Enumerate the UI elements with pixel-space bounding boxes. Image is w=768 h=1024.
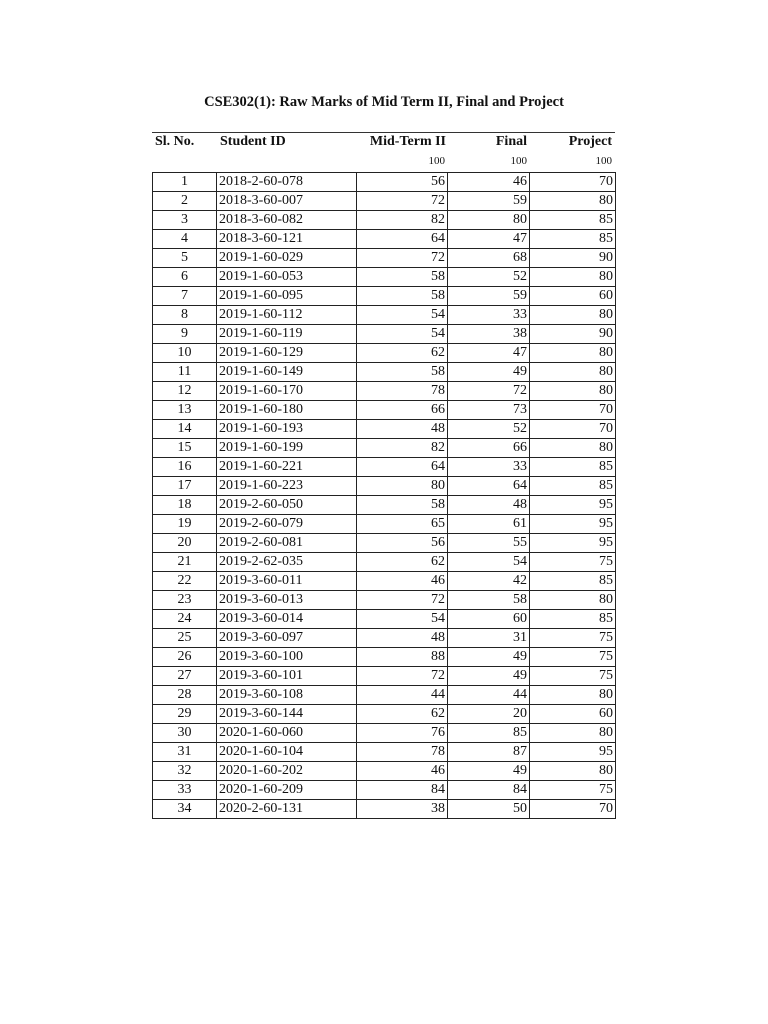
cell-student-id: 2019-2-60-050 (217, 496, 357, 515)
cell-mid-term: 62 (357, 705, 448, 724)
header-project: Project (568, 134, 612, 149)
cell-sl-no: 20 (153, 534, 217, 553)
cell-final: 85 (448, 724, 530, 743)
cell-project: 80 (530, 192, 616, 211)
cell-sl-no: 15 (153, 439, 217, 458)
cell-sl-no: 17 (153, 477, 217, 496)
cell-student-id: 2019-1-60-180 (217, 401, 357, 420)
cell-student-id: 2019-3-60-144 (217, 705, 357, 724)
table-row (153, 401, 616, 420)
table-row (153, 477, 616, 496)
table-row (153, 230, 616, 249)
cell-mid-term: 76 (357, 724, 448, 743)
cell-final: 84 (448, 781, 530, 800)
cell-final: 72 (448, 382, 530, 401)
table-row (153, 287, 616, 306)
cell-project: 95 (530, 496, 616, 515)
cell-sl-no: 29 (153, 705, 217, 724)
cell-mid-term: 44 (357, 686, 448, 705)
cell-final: 80 (448, 211, 530, 230)
header-student-id: Student ID (220, 134, 286, 149)
table-row (153, 325, 616, 344)
cell-sl-no: 33 (153, 781, 217, 800)
table-row (153, 344, 616, 363)
cell-final: 42 (448, 572, 530, 591)
cell-project: 70 (530, 800, 616, 819)
max-project: 100 (595, 155, 612, 167)
cell-mid-term: 72 (357, 591, 448, 610)
cell-sl-no: 2 (153, 192, 217, 211)
cell-project: 80 (530, 363, 616, 382)
marks-table (152, 172, 616, 819)
cell-sl-no: 34 (153, 800, 217, 819)
cell-project: 75 (530, 781, 616, 800)
cell-project: 75 (530, 667, 616, 686)
table-row (153, 211, 616, 230)
cell-mid-term: 58 (357, 287, 448, 306)
cell-student-id: 2019-3-60-108 (217, 686, 357, 705)
cell-mid-term: 84 (357, 781, 448, 800)
cell-final: 61 (448, 515, 530, 534)
cell-sl-no: 1 (153, 173, 217, 192)
cell-sl-no: 19 (153, 515, 217, 534)
cell-project: 70 (530, 173, 616, 192)
cell-final: 48 (448, 496, 530, 515)
cell-mid-term: 56 (357, 534, 448, 553)
cell-student-id: 2019-1-60-119 (217, 325, 357, 344)
cell-project: 70 (530, 420, 616, 439)
cell-project: 85 (530, 610, 616, 629)
cell-student-id: 2019-1-60-112 (217, 306, 357, 325)
cell-student-id: 2019-2-62-035 (217, 553, 357, 572)
table-row (153, 610, 616, 629)
table-row (153, 496, 616, 515)
cell-project: 80 (530, 591, 616, 610)
cell-student-id: 2018-3-60-007 (217, 192, 357, 211)
cell-student-id: 2019-1-60-170 (217, 382, 357, 401)
cell-sl-no: 6 (153, 268, 217, 287)
cell-sl-no: 14 (153, 420, 217, 439)
cell-final: 33 (448, 306, 530, 325)
cell-final: 20 (448, 705, 530, 724)
table-row (153, 249, 616, 268)
cell-sl-no: 8 (153, 306, 217, 325)
cell-sl-no: 27 (153, 667, 217, 686)
cell-final: 73 (448, 401, 530, 420)
cell-final: 49 (448, 667, 530, 686)
cell-final: 47 (448, 344, 530, 363)
cell-final: 47 (448, 230, 530, 249)
header-sl-no: Sl. No. (155, 134, 195, 149)
cell-student-id: 2020-1-60-202 (217, 762, 357, 781)
cell-student-id: 2019-1-60-193 (217, 420, 357, 439)
table-row (153, 458, 616, 477)
cell-sl-no: 30 (153, 724, 217, 743)
cell-final: 44 (448, 686, 530, 705)
cell-project: 85 (530, 572, 616, 591)
table-row (153, 363, 616, 382)
cell-mid-term: 66 (357, 401, 448, 420)
cell-student-id: 2019-1-60-149 (217, 363, 357, 382)
cell-mid-term: 54 (357, 610, 448, 629)
cell-student-id: 2019-1-60-029 (217, 249, 357, 268)
cell-project: 80 (530, 686, 616, 705)
cell-mid-term: 80 (357, 477, 448, 496)
cell-sl-no: 25 (153, 629, 217, 648)
cell-sl-no: 11 (153, 363, 217, 382)
cell-project: 80 (530, 439, 616, 458)
cell-project: 85 (530, 458, 616, 477)
cell-project: 60 (530, 287, 616, 306)
cell-mid-term: 78 (357, 743, 448, 762)
table-row (153, 629, 616, 648)
cell-student-id: 2019-3-60-011 (217, 572, 357, 591)
cell-sl-no: 9 (153, 325, 217, 344)
table-row (153, 306, 616, 325)
table-row (153, 420, 616, 439)
cell-mid-term: 46 (357, 762, 448, 781)
cell-student-id: 2019-2-60-081 (217, 534, 357, 553)
header-rule (152, 132, 615, 133)
table-row (153, 173, 616, 192)
table-row (153, 192, 616, 211)
cell-final: 59 (448, 192, 530, 211)
cell-mid-term: 72 (357, 249, 448, 268)
cell-mid-term: 88 (357, 648, 448, 667)
cell-project: 90 (530, 325, 616, 344)
cell-final: 60 (448, 610, 530, 629)
cell-final: 66 (448, 439, 530, 458)
cell-student-id: 2019-3-60-014 (217, 610, 357, 629)
cell-project: 80 (530, 382, 616, 401)
cell-final: 52 (448, 420, 530, 439)
cell-sl-no: 22 (153, 572, 217, 591)
cell-sl-no: 4 (153, 230, 217, 249)
cell-student-id: 2019-3-60-097 (217, 629, 357, 648)
cell-mid-term: 62 (357, 553, 448, 572)
cell-mid-term: 56 (357, 173, 448, 192)
cell-project: 85 (530, 477, 616, 496)
table-row (153, 534, 616, 553)
cell-final: 52 (448, 268, 530, 287)
table-row (153, 439, 616, 458)
cell-mid-term: 54 (357, 325, 448, 344)
cell-project: 60 (530, 705, 616, 724)
table-row (153, 724, 616, 743)
cell-sl-no: 16 (153, 458, 217, 477)
table-row (153, 591, 616, 610)
cell-sl-no: 28 (153, 686, 217, 705)
table-row (153, 667, 616, 686)
cell-project: 80 (530, 344, 616, 363)
cell-project: 90 (530, 249, 616, 268)
cell-final: 59 (448, 287, 530, 306)
cell-sl-no: 23 (153, 591, 217, 610)
cell-student-id: 2019-1-60-223 (217, 477, 357, 496)
cell-final: 33 (448, 458, 530, 477)
cell-student-id: 2019-3-60-013 (217, 591, 357, 610)
cell-mid-term: 82 (357, 439, 448, 458)
cell-student-id: 2019-1-60-095 (217, 287, 357, 306)
cell-student-id: 2019-3-60-100 (217, 648, 357, 667)
cell-student-id: 2019-1-60-199 (217, 439, 357, 458)
cell-mid-term: 38 (357, 800, 448, 819)
table-row (153, 781, 616, 800)
cell-project: 95 (530, 515, 616, 534)
cell-final: 50 (448, 800, 530, 819)
cell-project: 75 (530, 553, 616, 572)
cell-final: 49 (448, 363, 530, 382)
cell-final: 64 (448, 477, 530, 496)
cell-final: 49 (448, 762, 530, 781)
cell-mid-term: 58 (357, 496, 448, 515)
cell-final: 58 (448, 591, 530, 610)
cell-final: 49 (448, 648, 530, 667)
table-row (153, 705, 616, 724)
header-mid-term: Mid-Term II (369, 134, 446, 149)
cell-student-id: 2018-3-60-082 (217, 211, 357, 230)
table-row (153, 648, 616, 667)
document-title: CSE302(1): Raw Marks of Mid Term II, Final and Project (204, 94, 564, 110)
cell-mid-term: 72 (357, 667, 448, 686)
cell-student-id: 2019-2-60-079 (217, 515, 357, 534)
cell-student-id: 2019-1-60-129 (217, 344, 357, 363)
table-row (153, 762, 616, 781)
cell-mid-term: 64 (357, 230, 448, 249)
cell-project: 80 (530, 724, 616, 743)
cell-project: 85 (530, 211, 616, 230)
cell-student-id: 2018-3-60-121 (217, 230, 357, 249)
table-row (153, 800, 616, 819)
cell-final: 31 (448, 629, 530, 648)
cell-project: 95 (530, 534, 616, 553)
table-row (153, 743, 616, 762)
cell-final: 55 (448, 534, 530, 553)
max-final: 100 (510, 155, 527, 167)
table-row (153, 553, 616, 572)
cell-project: 85 (530, 230, 616, 249)
cell-student-id: 2019-3-60-101 (217, 667, 357, 686)
cell-mid-term: 58 (357, 268, 448, 287)
cell-sl-no: 12 (153, 382, 217, 401)
cell-mid-term: 78 (357, 382, 448, 401)
header-final: Final (495, 134, 527, 149)
cell-student-id: 2018-2-60-078 (217, 173, 357, 192)
cell-project: 80 (530, 268, 616, 287)
cell-final: 46 (448, 173, 530, 192)
cell-sl-no: 10 (153, 344, 217, 363)
cell-student-id: 2020-1-60-209 (217, 781, 357, 800)
cell-final: 54 (448, 553, 530, 572)
cell-project: 95 (530, 743, 616, 762)
cell-final: 87 (448, 743, 530, 762)
table-row (153, 686, 616, 705)
cell-sl-no: 18 (153, 496, 217, 515)
cell-mid-term: 58 (357, 363, 448, 382)
max-mid-term: 100 (428, 155, 445, 167)
cell-project: 80 (530, 306, 616, 325)
cell-mid-term: 82 (357, 211, 448, 230)
cell-sl-no: 13 (153, 401, 217, 420)
cell-project: 75 (530, 629, 616, 648)
cell-mid-term: 64 (357, 458, 448, 477)
cell-student-id: 2019-1-60-221 (217, 458, 357, 477)
cell-mid-term: 46 (357, 572, 448, 591)
cell-sl-no: 7 (153, 287, 217, 306)
cell-sl-no: 21 (153, 553, 217, 572)
cell-sl-no: 3 (153, 211, 217, 230)
cell-mid-term: 48 (357, 629, 448, 648)
cell-sl-no: 31 (153, 743, 217, 762)
cell-mid-term: 54 (357, 306, 448, 325)
cell-project: 80 (530, 762, 616, 781)
cell-final: 38 (448, 325, 530, 344)
marks-table-body (153, 173, 616, 819)
cell-project: 70 (530, 401, 616, 420)
cell-student-id: 2020-2-60-131 (217, 800, 357, 819)
cell-sl-no: 26 (153, 648, 217, 667)
cell-mid-term: 48 (357, 420, 448, 439)
cell-sl-no: 32 (153, 762, 217, 781)
cell-final: 68 (448, 249, 530, 268)
cell-project: 75 (530, 648, 616, 667)
cell-student-id: 2020-1-60-104 (217, 743, 357, 762)
cell-student-id: 2020-1-60-060 (217, 724, 357, 743)
cell-student-id: 2019-1-60-053 (217, 268, 357, 287)
table-row (153, 268, 616, 287)
table-row (153, 515, 616, 534)
cell-mid-term: 65 (357, 515, 448, 534)
table-row (153, 572, 616, 591)
cell-sl-no: 5 (153, 249, 217, 268)
cell-mid-term: 72 (357, 192, 448, 211)
cell-mid-term: 62 (357, 344, 448, 363)
cell-sl-no: 24 (153, 610, 217, 629)
table-row (153, 382, 616, 401)
